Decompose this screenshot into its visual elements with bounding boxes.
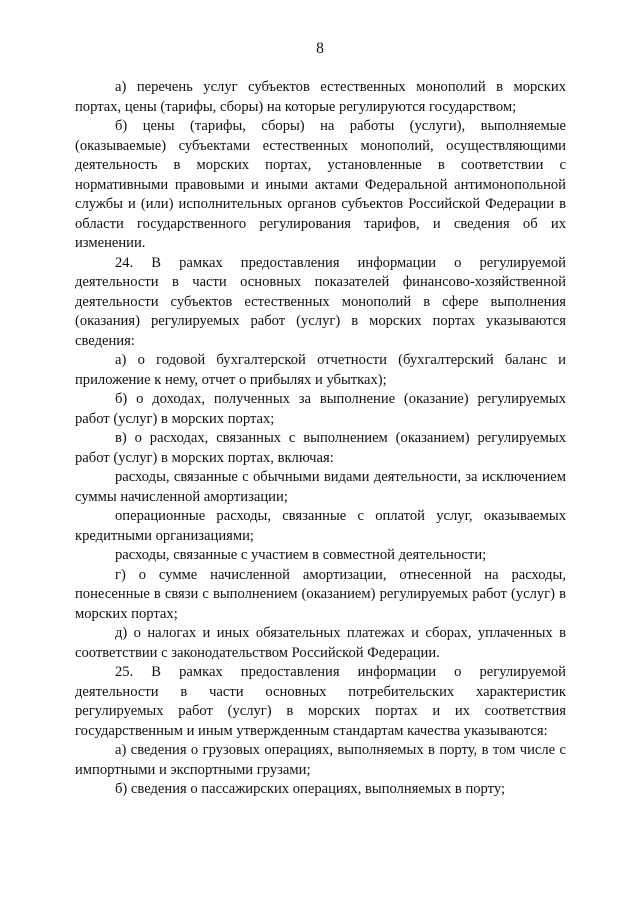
paragraph-24v: в) о расходах, связанных с выполнением (оказанием) регулируемых работ (услуг) в морских портах, включая: xyxy=(75,430,566,466)
page-number: 8 xyxy=(316,40,324,57)
paragraph-25: 25. В рамках предоставления информации о регулируемой деятельности в части основных потребительских характеристик регулируемых работ (услуг) в морских портах и их соответствия государственным и иным утвержденным стандартам качества указываются: xyxy=(75,664,566,739)
paragraph-23b: б) цены (тарифы, сборы) на работы (услуги), выполняемые (оказываемые) субъектами естественных монополий, осуществляющими деятельность в морских портах, установленные в соответствии с нормативными правовыми и иными актами Федеральной антимонопольной службы и (или) исполнительных органов субъектов Российской Федерации в области государственного регулирования тарифов, и сведения об их изменении. xyxy=(75,118,566,251)
paragraph-25a: а) сведения о грузовых операциях, выполняемых в порту, в том числе с импортными и экспортными грузами; xyxy=(75,742,566,778)
paragraph-24d: д) о налогах и иных обязательных платежах и сборах, уплаченных в соответствии с законодательством Российской Федерации. xyxy=(75,625,566,661)
paragraph-24b: б) о доходах, полученных за выполнение (оказание) регулируемых работ (услуг) в морских портах; xyxy=(75,391,566,427)
paragraph-24v-item-1: расходы, связанные с обычными видами деятельности, за исключением суммы начисленной амортизации; xyxy=(75,469,566,505)
paragraph-24v-item-2: операционные расходы, связанные с оплатой услуг, оказываемых кредитными организациями; xyxy=(75,508,566,544)
paragraph-24g: г) о сумме начисленной амортизации, отнесенной на расходы, понесенные в связи с выполнением (оказанием) регулируемых работ (услуг) в морских портах; xyxy=(75,566,566,622)
paragraph-24v-item-3: расходы, связанные с участием в совместной деятельности; xyxy=(115,547,487,563)
paragraph-24: 24. В рамках предоставления информации о регулируемой деятельности в части основных показателей финансово-хозяйственной деятельности субъектов естественных монополий в сфере выполнения (оказания) регулируемых работ (услуг) в морских портах указываются сведения: xyxy=(75,254,566,349)
paragraph-25b: б) сведения о пассажирских операциях, выполняемых в порту; xyxy=(115,781,505,797)
paragraph-24a: а) о годовой бухгалтерской отчетности (бухгалтерский баланс и приложение к нему, отчет о прибылях и убытках); xyxy=(75,352,566,388)
paragraph-23a: а) перечень услуг субъектов естественных монополий в морских портах, цены (тарифы, сборы) на которые регулируются государством; xyxy=(75,79,566,115)
document-body xyxy=(75,78,566,800)
